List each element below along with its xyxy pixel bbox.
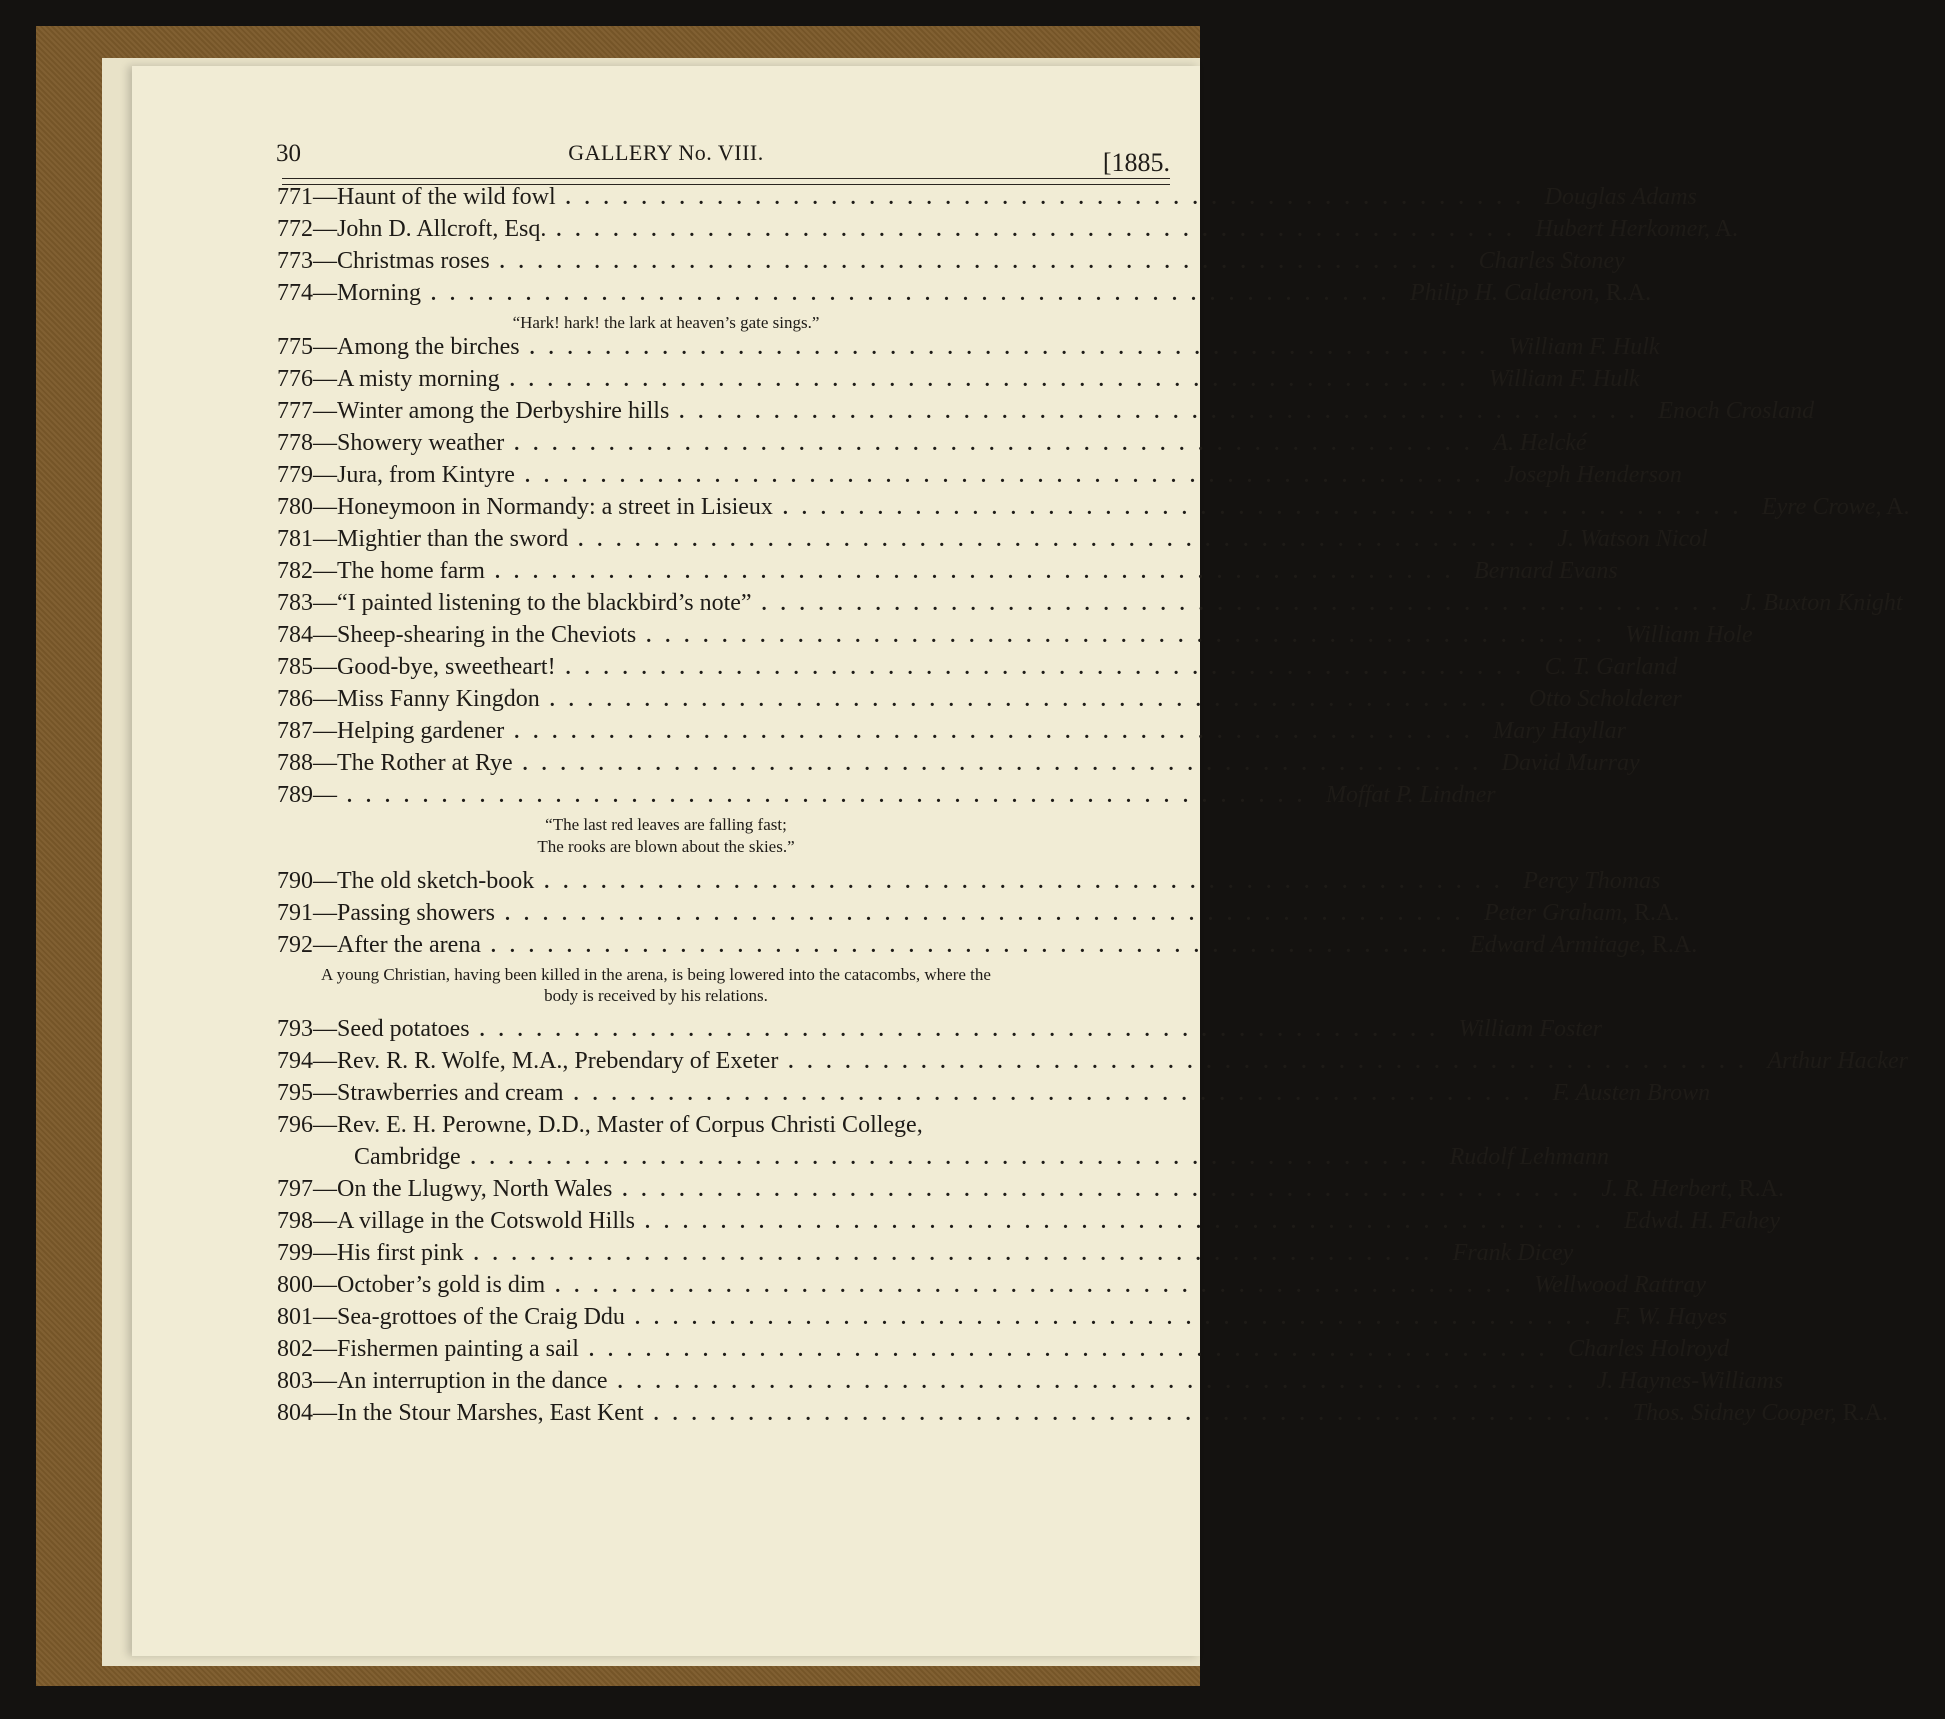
section-gap (132, 1006, 1200, 1016)
verse-quote: “Hark! hark! the lark at heaven’s gate sings.” (512, 313, 820, 332)
artist-name: Bernard Evans (1473, 558, 1618, 584)
entry-title: 793—Seed potatoes (277, 1016, 470, 1042)
entry-artist (1601, 1176, 1820, 1203)
dot-leader: ................................................... (622, 1179, 1592, 1201)
entry-artist (1767, 1048, 1944, 1075)
artist-name: Peter Graham, (1484, 900, 1628, 926)
dot-leader: ................................................... (494, 561, 1464, 583)
artist-name: William Foster (1458, 1016, 1602, 1042)
artist-name: Mary Hayllar (1493, 718, 1626, 744)
catalogue-entry (132, 1048, 1908, 1080)
artist-name: J. R. Herbert, (1601, 1176, 1733, 1202)
page-title: GALLERY No. VIII. (568, 140, 764, 165)
entry-title: 787—Helping gardener (277, 718, 505, 744)
artist-name: F. Austen Brown (1552, 1080, 1711, 1106)
entry-title: 794—Rev. R. R. Wolfe, M.A., Prebendary of Exeter (277, 1048, 779, 1074)
dot-leader: ................................................... (470, 1147, 1440, 1169)
entry-title: 773—Christmas roses (277, 248, 490, 274)
dot-leader: ................................................... (645, 1211, 1614, 1233)
entry-artist (1545, 654, 1714, 681)
entry-title: 795—Strawberries and cream (277, 1080, 564, 1106)
entry-title: 803—An interruption in the dance (277, 1368, 608, 1394)
artist-name: Douglas Adams (1544, 184, 1697, 210)
verse-quote: “The last red leaves are falling fast; (545, 815, 787, 834)
artist-honour: A. (1881, 494, 1910, 520)
dot-leader: ................................................... (634, 1307, 1604, 1329)
entry-artist (1553, 1080, 1747, 1107)
catalogue-entry (132, 1304, 1728, 1336)
catalogue-entry (132, 622, 1753, 654)
entry-title: 801—Sea-grottoes of the Craig Ddu (277, 1304, 625, 1330)
artist-name: F. W. Hayes (1613, 1304, 1728, 1330)
entry-artist (1489, 366, 1676, 393)
artist-name: Joseph Henderson (1503, 462, 1682, 488)
entry-artist (1326, 782, 1532, 809)
entry-artist (1762, 494, 1945, 521)
catalogue-entry (132, 494, 1910, 526)
entry-artist (1502, 750, 1676, 777)
entry-title: 792—After the arena (277, 932, 481, 958)
dot-leader: ................................................... (556, 219, 1526, 241)
entry-artist (1633, 1400, 1924, 1427)
section-gap (132, 858, 1200, 868)
verse-quote: The rooks are blown about the skies.” (537, 837, 795, 856)
entry-artist (1614, 1304, 1763, 1331)
entry-title: 797—On the Llugwy, North Wales (277, 1176, 613, 1202)
artist-name: A. Helcké (1493, 430, 1587, 456)
entry-description: A young Christian, having been killed in the arena, is being lowered into the catacombs, where the body is received by his relations. (321, 965, 991, 1005)
entry-artist (1470, 932, 1733, 959)
entry-title: 789— (277, 782, 337, 808)
entry-title: 784—Sheep-shearing in the Cheviots (277, 622, 637, 648)
dot-leader: ................................................... (653, 1403, 1623, 1425)
dot-leader: ................................................... (555, 1275, 1525, 1297)
page-header (132, 140, 1200, 180)
entry-artist (1479, 248, 1661, 275)
dot-leader: ................................................... (514, 721, 1484, 743)
dot-leader: ................................................... (565, 657, 1535, 679)
artist-name: William Hole (1625, 622, 1753, 648)
entry-title: Cambridge (354, 1144, 461, 1170)
catalogue-entry (132, 782, 1496, 814)
catalogue-entry (132, 590, 1903, 622)
dot-leader: ................................................... (514, 433, 1484, 455)
artist-name: William F. Hulk (1488, 366, 1640, 392)
dot-leader: ................................................... (490, 935, 1460, 957)
artist-honour: R.A. (1732, 1176, 1784, 1202)
entry-title: 791—Passing showers (277, 900, 496, 926)
entry-artist (1568, 1336, 1765, 1363)
entry-title: 800—October’s gold is dim (277, 1272, 546, 1298)
entry-title: 783—“I painted listening to the blackbird’s note” (277, 590, 752, 616)
artist-name: Charles Stoney (1478, 248, 1625, 274)
entry-artist (1493, 718, 1662, 745)
catalogue-entry (132, 1368, 1784, 1400)
catalogue-entry (132, 526, 1708, 558)
catalogue-entry (132, 1016, 1602, 1048)
catalogue-entry (132, 868, 1661, 900)
page-year: [1885. (1102, 148, 1170, 177)
artist-name: J. Watson Nicol (1557, 526, 1708, 552)
catalogue-entry (132, 1272, 1706, 1304)
entry-artist (1504, 462, 1718, 489)
entry-title: 774—Morning (277, 280, 421, 306)
book-page (132, 66, 1910, 1656)
dot-leader: ................................................... (499, 251, 1469, 273)
entry-artist (1493, 430, 1622, 457)
entry-title: 778—Showery weather (277, 430, 505, 456)
dot-leader: ................................................... (505, 903, 1475, 925)
entry-title: 798—A village in the Cotswold Hills (277, 1208, 635, 1234)
dot-leader: ................................................... (588, 1339, 1558, 1361)
artist-name: Thos. Sidney Cooper, (1632, 1400, 1837, 1426)
dot-leader: ................................................... (473, 1243, 1443, 1265)
artist-name: Eyre Crowe, (1761, 494, 1882, 520)
entry-title: 802—Fishermen painting a sail (277, 1336, 579, 1362)
catalogue-entry (132, 216, 1738, 248)
artist-name: Percy Thomas (1523, 868, 1661, 894)
dot-leader: ................................................... (544, 871, 1514, 893)
entry-artist (1658, 398, 1850, 425)
artist-name: C. T. Garland (1544, 654, 1678, 680)
artist-honour: R.A. (1836, 1400, 1888, 1426)
entry-title: 796—Rev. E. H. Perowne, D.D., Master of Corpus Christi College, (277, 1112, 923, 1138)
catalogue-entry (132, 558, 1618, 590)
dot-leader: ................................................... (347, 785, 1316, 807)
dot-leader: ................................................... (529, 337, 1499, 359)
catalogue-entry (132, 654, 1678, 686)
artist-honour: R.A. (1645, 932, 1698, 958)
entry-artist (1453, 1240, 1610, 1267)
artist-name: David Murray (1501, 750, 1640, 776)
dot-leader: ................................................... (522, 753, 1492, 775)
dot-leader: ................................................... (679, 401, 1649, 423)
entry-artist (1545, 184, 1733, 211)
catalogue-entry (132, 750, 1640, 782)
entry-title: 771—Haunt of the wild fowl (277, 184, 556, 210)
dot-leader: ................................................... (565, 187, 1535, 209)
artist-name: Rudolf Lehmann (1449, 1144, 1609, 1170)
artist-name: Otto Scholderer (1528, 686, 1682, 712)
catalogue-entry (132, 184, 1697, 216)
entry-artist (1459, 1016, 1638, 1043)
catalogue-entry (132, 1400, 1888, 1432)
catalogue-entry (132, 462, 1682, 494)
catalogue-entry (132, 1176, 1784, 1208)
artist-name: Enoch Crosland (1658, 398, 1815, 424)
entry-artist (1523, 868, 1696, 895)
dot-leader: ................................................... (646, 625, 1616, 647)
entry-artist (1741, 590, 1939, 617)
entry-title: 790—The old sketch-book (277, 868, 535, 894)
catalogue-entry (132, 932, 1698, 964)
entry-artist (1534, 1272, 1742, 1299)
entry-title: 786—Miss Fanny Kingdon (277, 686, 540, 712)
dot-leader: ................................................... (479, 1019, 1449, 1041)
entry-artist (1484, 900, 1715, 927)
artist-name: Edwd. H. Fahey (1624, 1208, 1780, 1234)
dot-leader: ................................................... (617, 1371, 1587, 1393)
artist-name: Philip H. Calderon, (1410, 280, 1600, 306)
entry-title: 775—Among the birches (277, 334, 520, 360)
artist-name: Hubert Herkomer, (1535, 216, 1710, 242)
catalogue-entry (132, 1336, 1730, 1368)
artist-name: J. Buxton Knight (1740, 590, 1903, 616)
catalogue-entry (132, 1080, 1711, 1112)
entry-title: 772—John D. Allcroft, Esq. (277, 216, 547, 242)
artist-name: Moffat P. Lindner (1326, 782, 1496, 808)
catalogue-entry (132, 718, 1626, 750)
catalogue-entry (132, 900, 1680, 932)
entry-artist (1624, 1208, 1816, 1235)
artist-name: J. Haynes-Williams (1596, 1368, 1784, 1394)
catalogue-list (132, 184, 1910, 1432)
artist-honour: R.A. (1628, 900, 1680, 926)
page-number: 30 (276, 140, 301, 167)
dot-leader: ................................................... (573, 1083, 1543, 1105)
entry-artist (1625, 622, 1788, 649)
entry-artist (1557, 526, 1743, 553)
dot-leader: ................................................... (761, 593, 1731, 615)
dot-leader: ................................................... (509, 369, 1479, 391)
entry-title: 788—The Rother at Rye (277, 750, 513, 776)
entry-artist (1509, 334, 1696, 361)
entry-artist (1474, 558, 1654, 585)
catalogue-entry (132, 280, 1652, 312)
catalogue-entry (132, 686, 1682, 718)
entry-title: 781—Mightier than the sword (277, 526, 569, 552)
catalogue-entry (132, 1112, 1200, 1144)
entry-title: 799—His first pink (277, 1240, 464, 1266)
entry-title: 785—Good-bye, sweetheart! (277, 654, 556, 680)
entry-title: 782—The home farm (277, 558, 485, 584)
entry-artist (1597, 1368, 1820, 1395)
artist-honour: R.A. (1599, 280, 1652, 306)
dot-leader: ................................................... (578, 529, 1548, 551)
entry-artist (1529, 686, 1718, 713)
catalogue-entry (132, 248, 1625, 280)
catalogue-entry (132, 366, 1640, 398)
entry-artist (1450, 1144, 1645, 1171)
entry-title: 780—Honeymoon in Normandy: a street in Lisieux (277, 494, 773, 520)
entry-title: 779—Jura, from Kintyre (277, 462, 515, 488)
catalogue-entry (132, 398, 1815, 430)
entry-artist (1535, 216, 1774, 243)
dot-leader: ................................................... (549, 689, 1519, 711)
entry-title: 776—A misty morning (277, 366, 500, 392)
dot-leader: ................................................... (788, 1051, 1758, 1073)
entry-title: 804—In the Stour Marshes, East Kent (277, 1400, 644, 1426)
catalogue-entry (132, 1208, 1780, 1240)
header-rule (282, 178, 1170, 179)
dot-leader: ................................................... (782, 497, 1752, 519)
entry-artist (1410, 280, 1687, 307)
artist-honour: A. (1709, 216, 1738, 242)
artist-name: Arthur Hacker (1767, 1048, 1908, 1074)
catalogue-entry (132, 430, 1587, 462)
entry-title: 777—Winter among the Derbyshire hills (277, 398, 670, 424)
artist-name: Charles Holroyd (1567, 1336, 1730, 1362)
catalogue-entry (132, 334, 1660, 366)
artist-name: William F. Hulk (1508, 334, 1660, 360)
artist-name: Frank Dicey (1452, 1240, 1574, 1266)
dot-leader: ................................................... (431, 283, 1400, 305)
artist-name: Wellwood Rattray (1534, 1272, 1706, 1298)
catalogue-entry (132, 1240, 1574, 1272)
dot-leader: ................................................... (524, 465, 1494, 487)
artist-name: Edward Armitage, (1469, 932, 1646, 958)
catalogue-entry (132, 1144, 1609, 1176)
